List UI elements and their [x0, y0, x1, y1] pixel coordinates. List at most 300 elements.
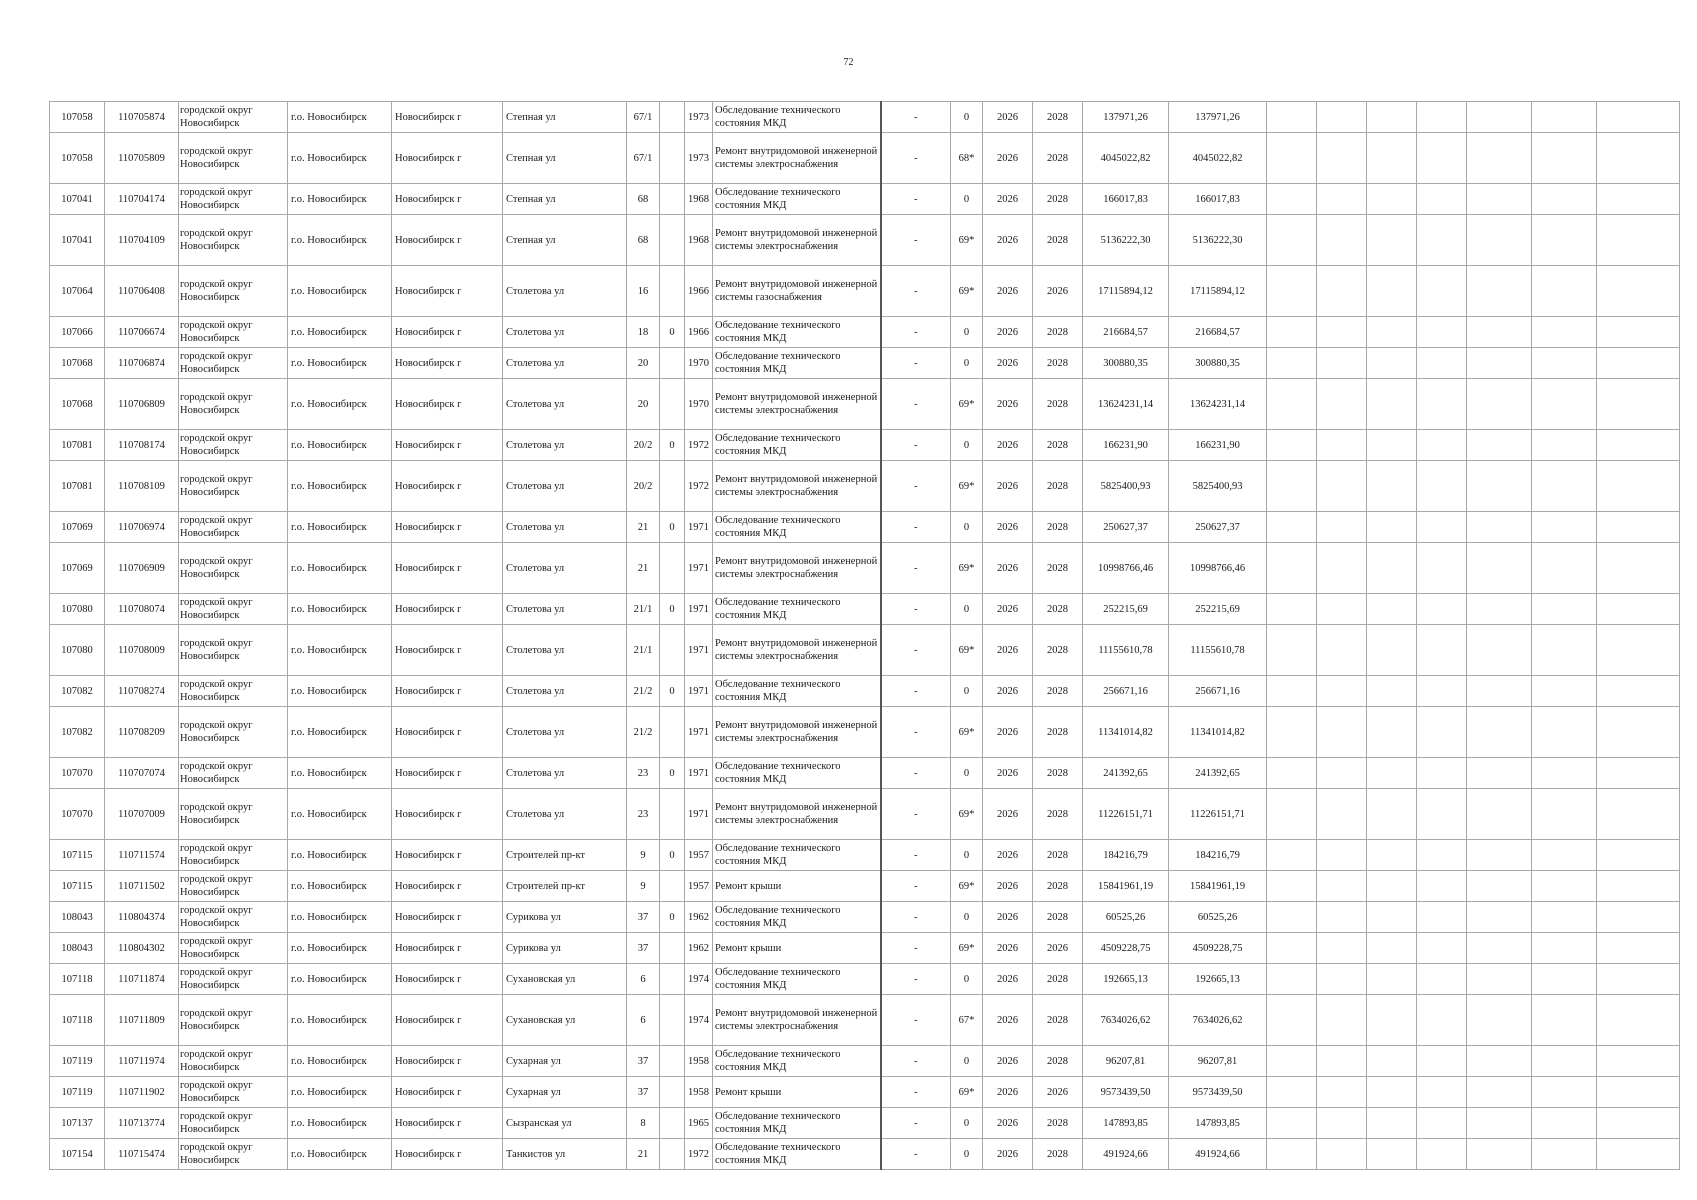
cell-dash: - — [881, 317, 951, 348]
cell-house: 6 — [627, 964, 660, 995]
cell-year: 1971 — [685, 758, 713, 789]
table-row — [50, 1046, 1680, 1077]
cell-id: 107081 — [50, 430, 105, 461]
cell-y2: 2028 — [1033, 348, 1083, 379]
cell-sum1: 300880,35 — [1083, 348, 1169, 379]
cell-city: Новосибирск г — [392, 430, 503, 461]
cell-empty — [1532, 789, 1597, 840]
cell-empty — [1367, 184, 1417, 215]
cell-sum1: 166231,90 — [1083, 430, 1169, 461]
cell-korp — [660, 871, 685, 902]
cell-year: 1957 — [685, 840, 713, 871]
cell-empty — [1417, 543, 1467, 594]
cell-pct: 0 — [951, 902, 983, 933]
table-row — [50, 594, 1680, 625]
cell-korp — [660, 379, 685, 430]
cell-code: 110708009 — [105, 625, 179, 676]
cell-empty — [1532, 133, 1597, 184]
cell-city: Новосибирск г — [392, 902, 503, 933]
cell-empty — [1417, 676, 1467, 707]
cell-dash: - — [881, 840, 951, 871]
cell-empty — [1532, 758, 1597, 789]
cell-id: 107119 — [50, 1046, 105, 1077]
cell-korp — [660, 933, 685, 964]
cell-city: Новосибирск г — [392, 133, 503, 184]
cell-empty — [1597, 317, 1680, 348]
cell-empty — [1532, 902, 1597, 933]
cell-empty — [1467, 1077, 1532, 1108]
cell-empty — [1417, 758, 1467, 789]
cell-empty — [1532, 594, 1597, 625]
cell-house: 8 — [627, 1108, 660, 1139]
cell-korp — [660, 348, 685, 379]
cell-empty — [1597, 133, 1680, 184]
cell-street: Сухарная ул — [503, 1046, 627, 1077]
cell-y2: 2028 — [1033, 676, 1083, 707]
cell-year: 1968 — [685, 184, 713, 215]
cell-empty — [1597, 995, 1680, 1046]
cell-id: 108043 — [50, 902, 105, 933]
cell-y2: 2028 — [1033, 707, 1083, 758]
cell-empty — [1467, 266, 1532, 317]
cell-empty — [1267, 676, 1317, 707]
cell-pct: 69* — [951, 215, 983, 266]
cell-empty — [1317, 676, 1367, 707]
cell-year: 1966 — [685, 317, 713, 348]
cell-y1: 2026 — [983, 1077, 1033, 1108]
cell-y1: 2026 — [983, 789, 1033, 840]
cell-dash: - — [881, 1108, 951, 1139]
cell-empty — [1367, 789, 1417, 840]
cell-sum2: 7634026,62 — [1169, 995, 1267, 1046]
cell-empty — [1417, 871, 1467, 902]
cell-empty — [1367, 964, 1417, 995]
table-row — [50, 995, 1680, 1046]
cell-empty — [1367, 512, 1417, 543]
table-row — [50, 840, 1680, 871]
cell-year: 1971 — [685, 625, 713, 676]
cell-city: Новосибирск г — [392, 1046, 503, 1077]
table-row — [50, 512, 1680, 543]
cell-go: г.о. Новосибирск — [288, 871, 392, 902]
table-row — [50, 215, 1680, 266]
cell-code: 110711902 — [105, 1077, 179, 1108]
cell-empty — [1532, 379, 1597, 430]
cell-empty — [1532, 676, 1597, 707]
table-row — [50, 543, 1680, 594]
cell-empty — [1467, 789, 1532, 840]
cell-street: Столетова ул — [503, 430, 627, 461]
cell-id: 107066 — [50, 317, 105, 348]
cell-empty — [1597, 840, 1680, 871]
cell-korp — [660, 102, 685, 133]
cell-y1: 2026 — [983, 902, 1033, 933]
cell-mun: городской округ Новосибирск — [179, 676, 288, 707]
cell-code: 110705809 — [105, 133, 179, 184]
cell-city: Новосибирск г — [392, 707, 503, 758]
cell-street: Столетова ул — [503, 789, 627, 840]
cell-work: Обследование технического состояния МКД — [713, 594, 881, 625]
cell-mun: городской округ Новосибирск — [179, 840, 288, 871]
cell-korp: 0 — [660, 594, 685, 625]
cell-work: Обследование технического состояния МКД — [713, 1046, 881, 1077]
cell-korp: 0 — [660, 512, 685, 543]
cell-code: 110804302 — [105, 933, 179, 964]
cell-dash: - — [881, 184, 951, 215]
cell-empty — [1597, 215, 1680, 266]
cell-empty — [1532, 184, 1597, 215]
cell-go: г.о. Новосибирск — [288, 840, 392, 871]
cell-empty — [1597, 430, 1680, 461]
cell-empty — [1367, 840, 1417, 871]
cell-empty — [1417, 317, 1467, 348]
cell-empty — [1417, 1046, 1467, 1077]
cell-sum2: 4045022,82 — [1169, 133, 1267, 184]
cell-empty — [1367, 1046, 1417, 1077]
cell-year: 1970 — [685, 348, 713, 379]
cell-go: г.о. Новосибирск — [288, 430, 392, 461]
cell-sum2: 10998766,46 — [1169, 543, 1267, 594]
cell-korp: 0 — [660, 902, 685, 933]
cell-y2: 2028 — [1033, 461, 1083, 512]
cell-pct: 69* — [951, 707, 983, 758]
cell-empty — [1367, 1108, 1417, 1139]
cell-korp: 0 — [660, 676, 685, 707]
cell-y2: 2026 — [1033, 933, 1083, 964]
cell-sum1: 4045022,82 — [1083, 133, 1169, 184]
cell-empty — [1467, 133, 1532, 184]
cell-mun: городской округ Новосибирск — [179, 317, 288, 348]
cell-korp — [660, 625, 685, 676]
cell-empty — [1467, 184, 1532, 215]
cell-house: 37 — [627, 933, 660, 964]
cell-code: 110708074 — [105, 594, 179, 625]
cell-y1: 2026 — [983, 379, 1033, 430]
cell-y1: 2026 — [983, 964, 1033, 995]
table-row — [50, 266, 1680, 317]
cell-empty — [1267, 543, 1317, 594]
table-row — [50, 430, 1680, 461]
cell-korp — [660, 543, 685, 594]
cell-empty — [1467, 902, 1532, 933]
cell-street: Сухановская ул — [503, 995, 627, 1046]
cell-empty — [1417, 1139, 1467, 1170]
cell-y2: 2028 — [1033, 995, 1083, 1046]
cell-sum2: 15841961,19 — [1169, 871, 1267, 902]
cell-city: Новосибирск г — [392, 594, 503, 625]
cell-work: Ремонт внутридомовой инженерной системы электроснабжения — [713, 379, 881, 430]
cell-work: Обследование технического состояния МКД — [713, 840, 881, 871]
cell-go: г.о. Новосибирск — [288, 594, 392, 625]
cell-code: 110711502 — [105, 871, 179, 902]
cell-id: 107069 — [50, 543, 105, 594]
cell-mun: городской округ Новосибирск — [179, 964, 288, 995]
cell-house: 6 — [627, 995, 660, 1046]
cell-sum1: 11155610,78 — [1083, 625, 1169, 676]
cell-work: Обследование технического состояния МКД — [713, 430, 881, 461]
cell-house: 23 — [627, 758, 660, 789]
cell-empty — [1267, 317, 1317, 348]
cell-id: 107115 — [50, 871, 105, 902]
cell-code: 110706408 — [105, 266, 179, 317]
cell-go: г.о. Новосибирск — [288, 758, 392, 789]
cell-empty — [1467, 512, 1532, 543]
cell-empty — [1267, 348, 1317, 379]
cell-street: Столетова ул — [503, 461, 627, 512]
cell-pct: 0 — [951, 594, 983, 625]
cell-empty — [1367, 317, 1417, 348]
cell-empty — [1467, 430, 1532, 461]
cell-sum1: 11226151,71 — [1083, 789, 1169, 840]
table-row — [50, 964, 1680, 995]
cell-empty — [1267, 379, 1317, 430]
cell-empty — [1467, 543, 1532, 594]
cell-work: Обследование технического состояния МКД — [713, 758, 881, 789]
cell-empty — [1267, 789, 1317, 840]
cell-sum1: 252215,69 — [1083, 594, 1169, 625]
cell-korp — [660, 1139, 685, 1170]
cell-sum2: 166231,90 — [1169, 430, 1267, 461]
cell-house: 9 — [627, 871, 660, 902]
cell-empty — [1317, 379, 1367, 430]
cell-pct: 69* — [951, 1077, 983, 1108]
cell-empty — [1367, 102, 1417, 133]
cell-korp — [660, 266, 685, 317]
cell-sum2: 166017,83 — [1169, 184, 1267, 215]
cell-empty — [1367, 348, 1417, 379]
cell-empty — [1267, 625, 1317, 676]
cell-dash: - — [881, 964, 951, 995]
cell-city: Новосибирск г — [392, 1077, 503, 1108]
cell-empty — [1532, 430, 1597, 461]
cell-pct: 68* — [951, 133, 983, 184]
cell-y2: 2028 — [1033, 215, 1083, 266]
cell-y1: 2026 — [983, 625, 1033, 676]
cell-dash: - — [881, 789, 951, 840]
cell-empty — [1532, 266, 1597, 317]
cell-mun: городской округ Новосибирск — [179, 133, 288, 184]
cell-id: 107119 — [50, 1077, 105, 1108]
cell-empty — [1597, 102, 1680, 133]
cell-work: Обследование технического состояния МКД — [713, 348, 881, 379]
cell-empty — [1267, 840, 1317, 871]
cell-mun: городской округ Новосибирск — [179, 215, 288, 266]
cell-year: 1971 — [685, 707, 713, 758]
cell-empty — [1417, 215, 1467, 266]
cell-code: 110707074 — [105, 758, 179, 789]
cell-empty — [1597, 871, 1680, 902]
cell-id: 107118 — [50, 964, 105, 995]
cell-empty — [1532, 1139, 1597, 1170]
cell-korp — [660, 133, 685, 184]
cell-dash: - — [881, 758, 951, 789]
cell-year: 1970 — [685, 379, 713, 430]
cell-year: 1968 — [685, 215, 713, 266]
cell-work: Обследование технического состояния МКД — [713, 512, 881, 543]
cell-dash: - — [881, 348, 951, 379]
cell-empty — [1467, 1139, 1532, 1170]
cell-sum2: 137971,26 — [1169, 102, 1267, 133]
cell-sum2: 60525,26 — [1169, 902, 1267, 933]
cell-empty — [1317, 1108, 1367, 1139]
cell-street: Столетова ул — [503, 543, 627, 594]
cell-year: 1962 — [685, 902, 713, 933]
cell-go: г.о. Новосибирск — [288, 902, 392, 933]
cell-empty — [1367, 871, 1417, 902]
cell-empty — [1317, 215, 1367, 266]
cell-id: 107041 — [50, 184, 105, 215]
cell-dash: - — [881, 133, 951, 184]
cell-y1: 2026 — [983, 840, 1033, 871]
cell-mun: городской округ Новосибирск — [179, 995, 288, 1046]
cell-mun: городской округ Новосибирск — [179, 1108, 288, 1139]
cell-go: г.о. Новосибирск — [288, 266, 392, 317]
cell-street: Столетова ул — [503, 379, 627, 430]
cell-pct: 69* — [951, 625, 983, 676]
cell-mun: городской округ Новосибирск — [179, 707, 288, 758]
cell-house: 68 — [627, 215, 660, 266]
cell-sum2: 11155610,78 — [1169, 625, 1267, 676]
cell-house: 68 — [627, 184, 660, 215]
cell-work: Ремонт внутридомовой инженерной системы электроснабжения — [713, 461, 881, 512]
cell-id: 107070 — [50, 758, 105, 789]
cell-empty — [1597, 625, 1680, 676]
cell-id: 107115 — [50, 840, 105, 871]
table-row — [50, 676, 1680, 707]
cell-street: Столетова ул — [503, 758, 627, 789]
cell-dash: - — [881, 1139, 951, 1170]
cell-empty — [1367, 933, 1417, 964]
cell-street: Столетова ул — [503, 707, 627, 758]
cell-city: Новосибирск г — [392, 840, 503, 871]
cell-empty — [1317, 512, 1367, 543]
cell-empty — [1532, 461, 1597, 512]
cell-empty — [1267, 102, 1317, 133]
cell-sum2: 96207,81 — [1169, 1046, 1267, 1077]
cell-city: Новосибирск г — [392, 102, 503, 133]
cell-code: 110708109 — [105, 461, 179, 512]
cell-empty — [1532, 215, 1597, 266]
cell-go: г.о. Новосибирск — [288, 317, 392, 348]
cell-work: Ремонт внутридомовой инженерной системы электроснабжения — [713, 133, 881, 184]
cell-year: 1966 — [685, 266, 713, 317]
cell-code: 110705874 — [105, 102, 179, 133]
cell-year: 1972 — [685, 461, 713, 512]
cell-pct: 0 — [951, 758, 983, 789]
cell-empty — [1267, 133, 1317, 184]
cell-empty — [1597, 348, 1680, 379]
cell-korp — [660, 461, 685, 512]
cell-sum2: 300880,35 — [1169, 348, 1267, 379]
cell-year: 1958 — [685, 1077, 713, 1108]
cell-empty — [1267, 512, 1317, 543]
page-number: 72 — [843, 57, 854, 68]
cell-sum2: 147893,85 — [1169, 1108, 1267, 1139]
cell-house: 20/2 — [627, 461, 660, 512]
cell-empty — [1417, 133, 1467, 184]
cell-empty — [1367, 594, 1417, 625]
cell-work: Ремонт крыши — [713, 871, 881, 902]
cell-sum2: 13624231,14 — [1169, 379, 1267, 430]
cell-pct: 69* — [951, 933, 983, 964]
cell-sum2: 11341014,82 — [1169, 707, 1267, 758]
cell-empty — [1417, 1108, 1467, 1139]
cell-empty — [1317, 933, 1367, 964]
cell-sum2: 252215,69 — [1169, 594, 1267, 625]
cell-mun: городской округ Новосибирск — [179, 512, 288, 543]
cell-street: Столетова ул — [503, 676, 627, 707]
cell-sum2: 9573439,50 — [1169, 1077, 1267, 1108]
cell-empty — [1267, 266, 1317, 317]
cell-house: 9 — [627, 840, 660, 871]
cell-empty — [1317, 133, 1367, 184]
cell-y1: 2026 — [983, 461, 1033, 512]
cell-y1: 2026 — [983, 348, 1033, 379]
cell-sum1: 137971,26 — [1083, 102, 1169, 133]
cell-dash: - — [881, 1046, 951, 1077]
cell-sum1: 250627,37 — [1083, 512, 1169, 543]
cell-work: Обследование технического состояния МКД — [713, 317, 881, 348]
cell-y2: 2028 — [1033, 512, 1083, 543]
cell-korp — [660, 1046, 685, 1077]
cell-sum2: 5825400,93 — [1169, 461, 1267, 512]
cell-street: Степная ул — [503, 133, 627, 184]
cell-street: Столетова ул — [503, 625, 627, 676]
cell-mun: городской округ Новосибирск — [179, 594, 288, 625]
cell-sum1: 9573439,50 — [1083, 1077, 1169, 1108]
cell-house: 37 — [627, 902, 660, 933]
cell-dash: - — [881, 594, 951, 625]
cell-empty — [1597, 379, 1680, 430]
cell-code: 110708209 — [105, 707, 179, 758]
cell-pct: 0 — [951, 102, 983, 133]
cell-y1: 2026 — [983, 995, 1033, 1046]
cell-y1: 2026 — [983, 512, 1033, 543]
cell-empty — [1597, 933, 1680, 964]
cell-city: Новосибирск г — [392, 215, 503, 266]
cell-code: 110706974 — [105, 512, 179, 543]
cell-empty — [1317, 625, 1367, 676]
cell-pct: 69* — [951, 379, 983, 430]
cell-empty — [1417, 625, 1467, 676]
cell-y1: 2026 — [983, 594, 1033, 625]
cell-empty — [1417, 789, 1467, 840]
table-row — [50, 933, 1680, 964]
cell-empty — [1467, 317, 1532, 348]
cell-empty — [1317, 902, 1367, 933]
table-row — [50, 758, 1680, 789]
cell-code: 110704109 — [105, 215, 179, 266]
cell-sum1: 60525,26 — [1083, 902, 1169, 933]
cell-street: Столетова ул — [503, 266, 627, 317]
cell-city: Новосибирск г — [392, 348, 503, 379]
cell-house: 20/2 — [627, 430, 660, 461]
cell-go: г.о. Новосибирск — [288, 676, 392, 707]
cell-year: 1971 — [685, 543, 713, 594]
cell-empty — [1532, 102, 1597, 133]
cell-dash: - — [881, 933, 951, 964]
cell-work: Ремонт внутридомовой инженерной системы электроснабжения — [713, 215, 881, 266]
cell-y2: 2028 — [1033, 133, 1083, 184]
cell-empty — [1532, 707, 1597, 758]
cell-work: Ремонт внутридомовой инженерной системы электроснабжения — [713, 543, 881, 594]
cell-code: 110711574 — [105, 840, 179, 871]
cell-y2: 2028 — [1033, 758, 1083, 789]
cell-mun: городской округ Новосибирск — [179, 102, 288, 133]
cell-go: г.о. Новосибирск — [288, 1077, 392, 1108]
cell-empty — [1267, 1139, 1317, 1170]
cell-mun: городской округ Новосибирск — [179, 543, 288, 594]
